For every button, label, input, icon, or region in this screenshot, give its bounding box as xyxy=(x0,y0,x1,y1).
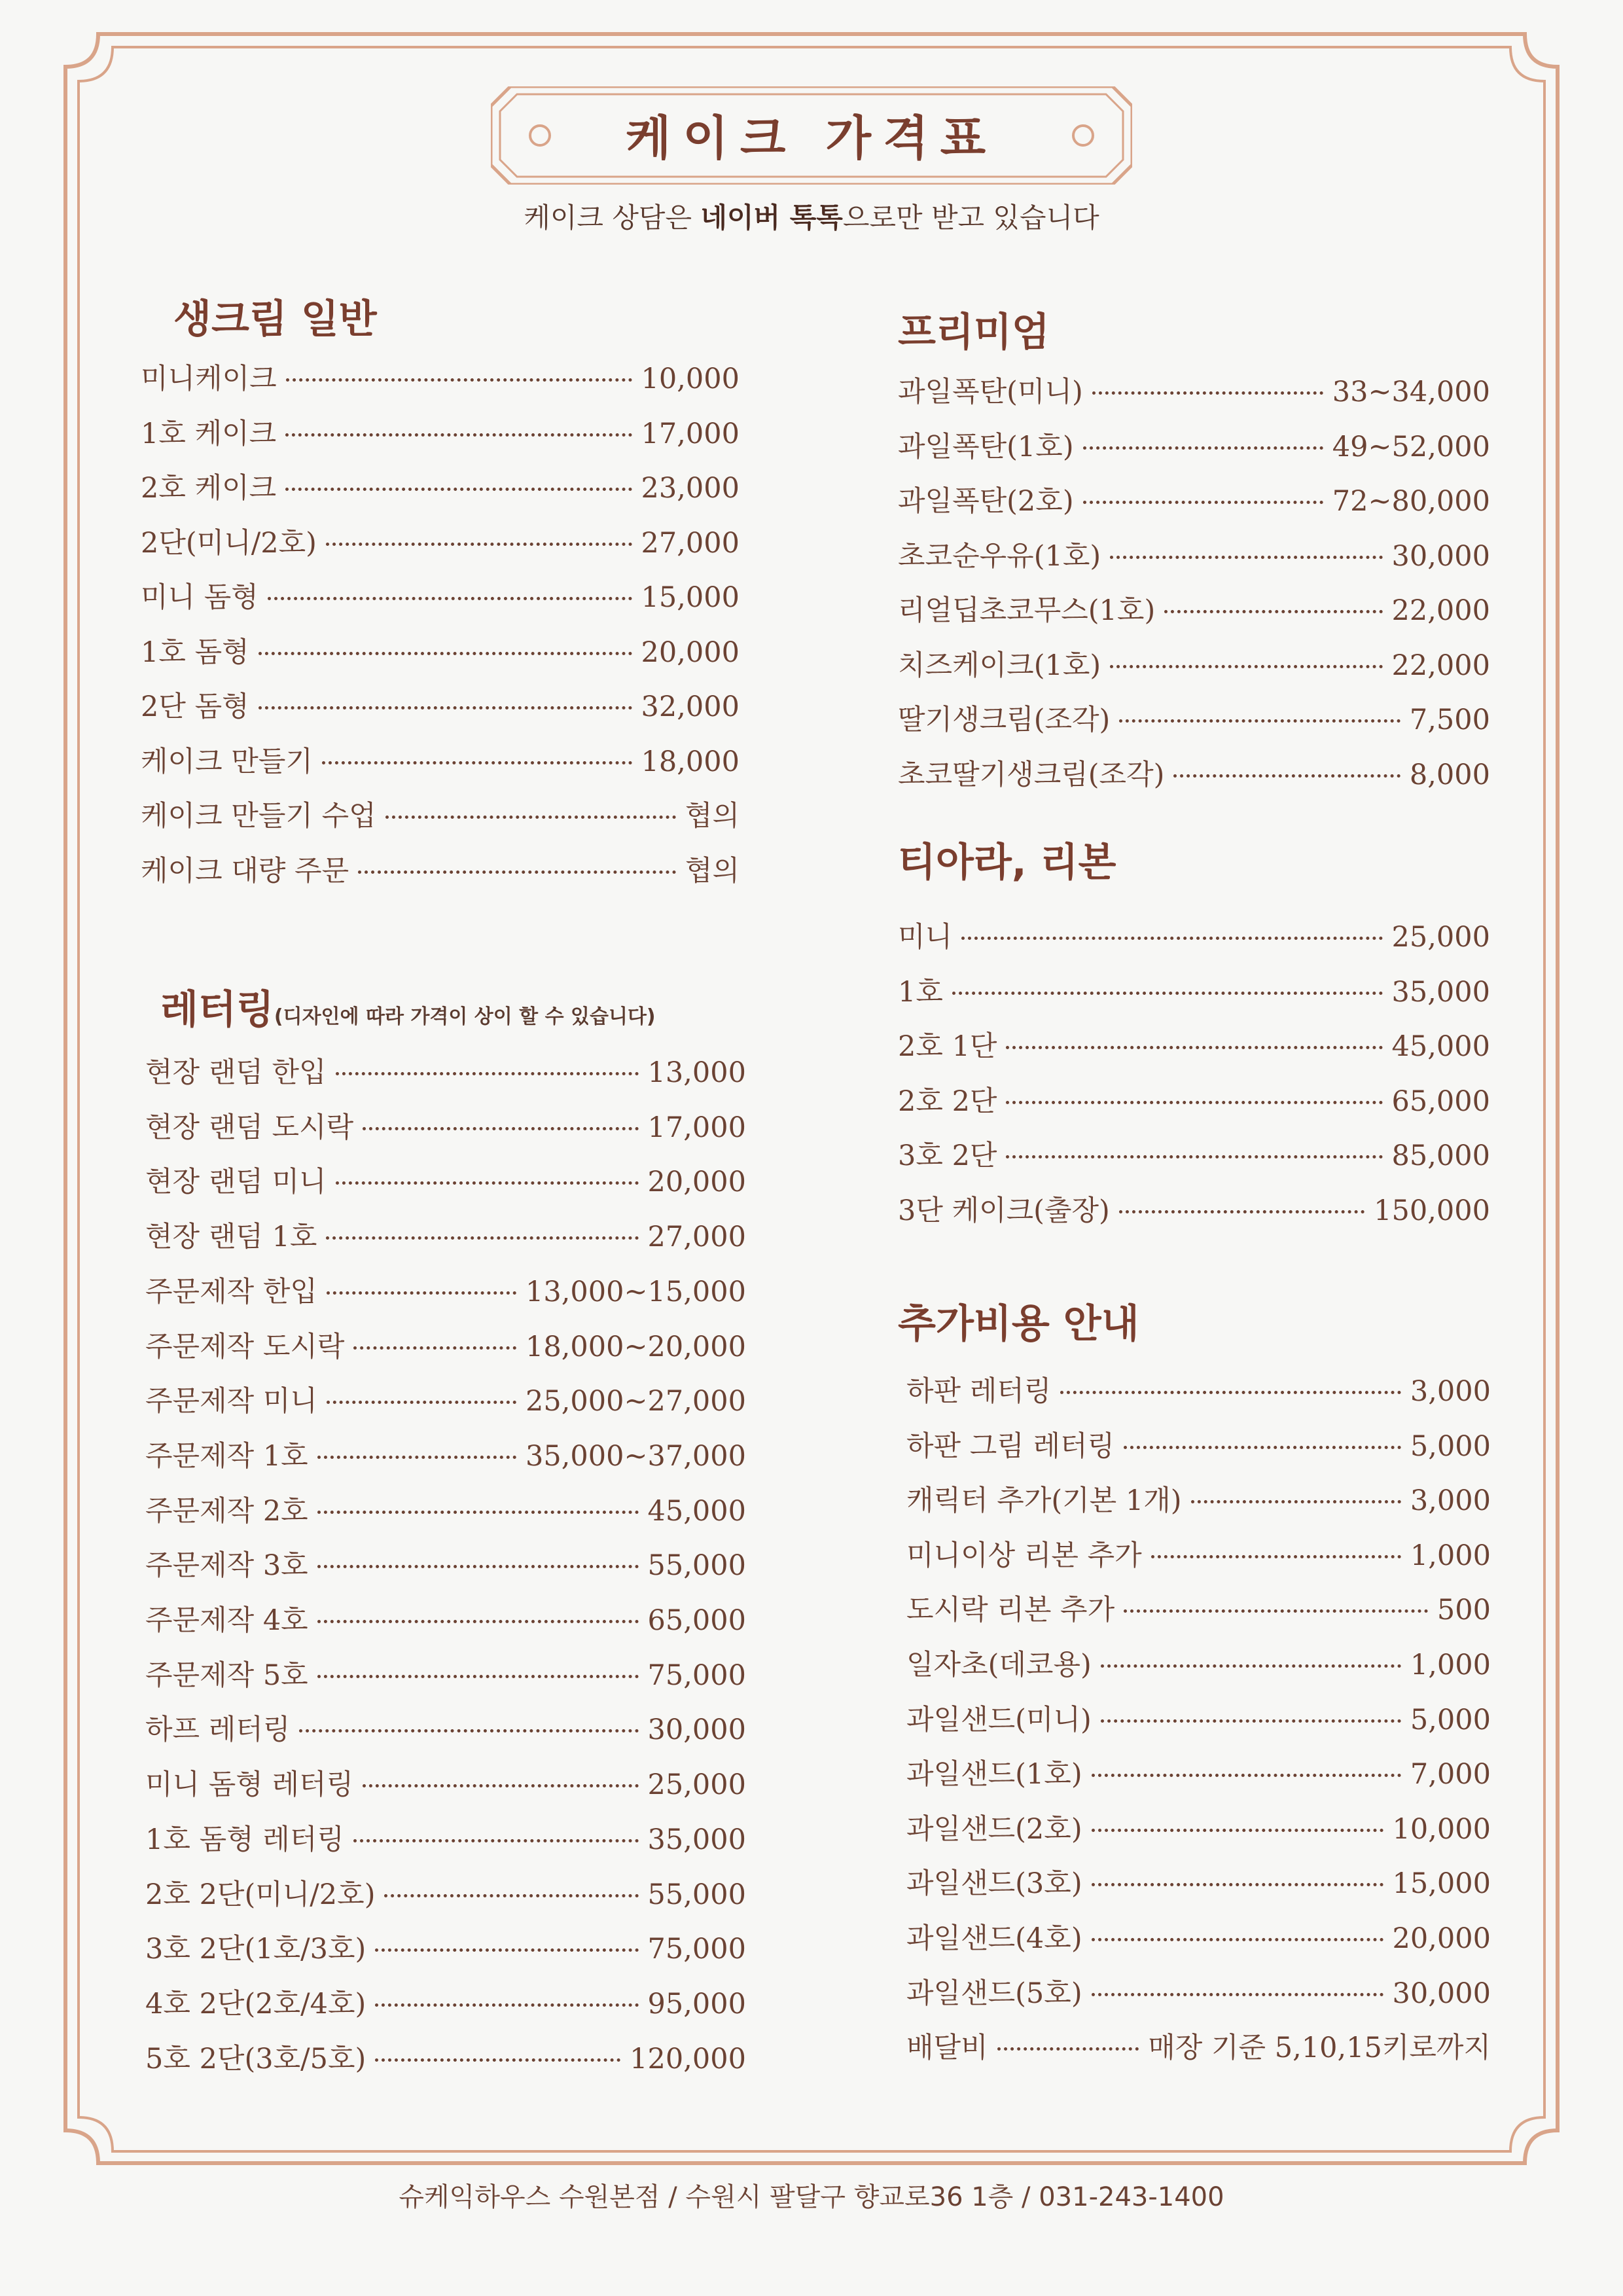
price-row xyxy=(145,1270,746,1310)
item-name: 2호 2단 xyxy=(898,1085,997,1118)
item-price: 500 xyxy=(1436,1594,1491,1627)
leader-dots xyxy=(1006,1155,1382,1158)
leader-dots xyxy=(363,1784,638,1787)
price-row xyxy=(898,425,1490,465)
item-price: 25,000 xyxy=(647,1768,746,1802)
item-price: 10,000 xyxy=(641,363,740,395)
item-price: 30,000 xyxy=(1391,539,1490,573)
price-row xyxy=(898,1189,1490,1229)
section-title-fresh-cream: 생크림 일반 xyxy=(173,296,377,342)
price-row xyxy=(145,2037,746,2077)
price-row xyxy=(145,1160,746,1200)
price-row xyxy=(145,1434,746,1474)
leader-dots xyxy=(322,761,632,764)
item-price: 22,000 xyxy=(1391,594,1490,627)
leader-dots xyxy=(259,652,632,655)
item-price: 25,000 xyxy=(1391,921,1490,954)
item-price: 15,000 xyxy=(641,581,740,614)
leader-dots xyxy=(317,1511,639,1514)
section-title-lettering xyxy=(160,978,656,1035)
item-name: 캐릭터 추가(기본 1개) xyxy=(906,1484,1182,1518)
lettering-title-text: 레터링 xyxy=(160,987,274,1033)
item-price: 13,000 xyxy=(647,1056,746,1089)
item-name: 과일샌드(미니) xyxy=(906,1703,1092,1736)
leader-dots xyxy=(1119,719,1400,723)
item-price: 20,000 xyxy=(647,1166,746,1199)
item-name: 초코순우유(1호) xyxy=(898,539,1101,573)
price-row xyxy=(145,1105,746,1145)
item-price: 매장 기준 5,10,15키로까지 xyxy=(1148,2032,1491,2065)
item-price: 35,000 xyxy=(647,1823,746,1856)
price-row xyxy=(141,740,740,780)
lettering-note: (디자인에 따라 가격이 상이 할 수 있습니다) xyxy=(274,1005,656,1028)
item-name: 4호 2단(2호/4호) xyxy=(145,1987,366,2020)
item-price: 75,000 xyxy=(647,1933,746,1966)
price-row xyxy=(141,521,740,561)
leader-dots xyxy=(1092,1774,1401,1777)
price-row xyxy=(906,1698,1491,1738)
item-name: 3단 케이크(출장) xyxy=(898,1194,1110,1227)
item-price: 22,000 xyxy=(1391,649,1490,682)
price-row xyxy=(898,915,1490,955)
item-name: 하프 레터링 xyxy=(145,1713,291,1747)
item-name: 현장 랜덤 도시락 xyxy=(145,1111,354,1144)
item-price: 65,000 xyxy=(1391,1085,1490,1118)
price-row xyxy=(906,1752,1491,1792)
price-row xyxy=(898,643,1490,683)
leader-dots xyxy=(353,1346,516,1350)
price-row xyxy=(145,1379,746,1419)
item-name: 케이크 만들기 xyxy=(141,745,313,778)
leader-dots xyxy=(285,488,632,491)
item-name: 일자초(데코용) xyxy=(906,1649,1092,1681)
item-price: 18,000~20,000 xyxy=(526,1330,746,1363)
leader-dots xyxy=(326,543,632,546)
price-row xyxy=(898,588,1490,628)
leader-dots xyxy=(1101,1719,1401,1723)
item-name: 1호 케이크 xyxy=(141,417,277,450)
leader-dots xyxy=(317,1456,516,1459)
section-title-extras: 추가비용 안내 xyxy=(898,1301,1139,1347)
item-name: 초코딸기생크림(조각) xyxy=(898,758,1165,791)
item-price: 35,000 xyxy=(1391,975,1490,1009)
price-row xyxy=(141,357,740,397)
item-price: 8,000 xyxy=(1409,758,1490,791)
price-row xyxy=(145,1927,746,1967)
item-price: 3,000 xyxy=(1410,1375,1491,1408)
item-name: 리얼딥초코무스(1호) xyxy=(898,594,1156,627)
price-row xyxy=(145,1982,746,2022)
price-row xyxy=(898,698,1490,738)
item-price: 7,000 xyxy=(1410,1758,1491,1791)
leader-dots xyxy=(1083,446,1323,450)
price-row xyxy=(898,1134,1490,1174)
leader-dots xyxy=(358,870,676,874)
item-price: 협의 xyxy=(685,854,740,888)
item-name: 과일샌드(4호) xyxy=(906,1922,1082,1955)
item-name: 과일폭탄(미니) xyxy=(898,376,1083,408)
consult-notice xyxy=(0,196,1623,236)
price-row xyxy=(145,1873,746,1912)
price-row xyxy=(145,1763,746,1803)
price-row xyxy=(906,1916,1491,1956)
leader-dots xyxy=(1092,1993,1383,1996)
item-price: 1,000 xyxy=(1410,1649,1491,1681)
leader-dots xyxy=(317,1565,639,1568)
item-name: 2호 케이크 xyxy=(141,472,277,505)
price-row xyxy=(898,534,1490,574)
price-row xyxy=(906,1971,1491,2011)
price-row xyxy=(898,479,1490,519)
item-name: 주문제작 한입 xyxy=(145,1275,317,1308)
leader-dots xyxy=(1124,1446,1401,1449)
item-price: 13,000~15,000 xyxy=(526,1275,746,1308)
leader-dots xyxy=(327,1291,516,1295)
price-row xyxy=(141,794,740,834)
item-name: 과일폭탄(1호) xyxy=(898,430,1074,463)
item-price: 20,000 xyxy=(641,636,740,669)
leader-dots xyxy=(1092,1938,1383,1941)
item-price: 72~80,000 xyxy=(1332,485,1490,518)
page-title: 케이크 가격표 xyxy=(625,111,998,166)
leader-dots xyxy=(961,937,1382,940)
price-row xyxy=(906,1534,1491,1573)
price-row xyxy=(898,753,1490,793)
leader-dots xyxy=(997,2047,1139,2051)
price-row xyxy=(906,1807,1491,1847)
item-price: 35,000~37,000 xyxy=(526,1439,746,1473)
price-row xyxy=(906,1643,1491,1683)
item-price: 27,000 xyxy=(641,526,740,560)
leader-dots xyxy=(336,1072,639,1075)
item-name: 과일샌드(5호) xyxy=(906,1977,1082,2010)
leader-dots xyxy=(1092,1829,1383,1832)
price-row xyxy=(145,1543,746,1583)
item-price: 20,000 xyxy=(1392,1922,1491,1955)
leader-dots xyxy=(363,1127,638,1130)
item-price: 27,000 xyxy=(647,1221,746,1254)
leader-dots xyxy=(1060,1391,1401,1394)
item-name: 미니 xyxy=(898,921,953,954)
price-row xyxy=(898,1079,1490,1119)
item-price: 5,000 xyxy=(1410,1703,1491,1736)
item-name: 2호 1단 xyxy=(898,1030,997,1063)
leader-dots xyxy=(1164,610,1382,613)
item-price: 17,000 xyxy=(641,417,740,450)
item-price: 45,000 xyxy=(647,1494,746,1528)
item-name: 하판 레터링 xyxy=(906,1375,1052,1408)
item-name: 3호 2단(1호/3호) xyxy=(145,1933,366,1966)
item-price: 1,000 xyxy=(1410,1539,1491,1572)
item-name: 5호 2단(3호/5호) xyxy=(145,2042,366,2075)
leader-dots xyxy=(1006,1101,1382,1104)
leader-dots xyxy=(1083,501,1323,504)
leader-dots xyxy=(384,1894,638,1897)
price-row xyxy=(906,1861,1491,1901)
item-name: 2단 돔형 xyxy=(141,691,249,723)
leader-dots xyxy=(285,433,632,437)
leader-dots xyxy=(1151,1555,1401,1558)
item-price: 33~34,000 xyxy=(1332,376,1490,408)
price-row xyxy=(141,849,740,889)
price-row xyxy=(145,1215,746,1255)
item-price: 5,000 xyxy=(1410,1429,1491,1463)
section-title-premium: 프리미엄 xyxy=(898,310,1050,355)
price-row xyxy=(141,685,740,725)
price-row xyxy=(141,575,740,615)
item-name: 주문제작 도시락 xyxy=(145,1330,345,1363)
item-price: 협의 xyxy=(685,800,740,833)
price-row xyxy=(141,412,740,452)
leader-dots xyxy=(375,2058,620,2062)
price-row xyxy=(898,370,1490,410)
item-name: 과일폭탄(2호) xyxy=(898,485,1074,518)
item-price: 49~52,000 xyxy=(1332,430,1490,463)
price-row xyxy=(145,1598,746,1638)
item-price: 150,000 xyxy=(1374,1194,1490,1227)
item-name: 미니 돔형 xyxy=(141,581,259,614)
price-row xyxy=(906,1588,1491,1628)
leader-dots xyxy=(317,1675,639,1678)
item-name: 미니케이크 xyxy=(141,363,277,395)
leader-dots xyxy=(317,1620,639,1623)
section-title-tiara: 티아라, 리본 xyxy=(898,840,1116,886)
item-price: 30,000 xyxy=(1392,1977,1491,2010)
price-row xyxy=(145,1818,746,1857)
leader-dots xyxy=(1191,1500,1401,1503)
leader-dots xyxy=(1110,665,1382,668)
price-row xyxy=(906,2026,1491,2066)
leader-dots xyxy=(385,816,676,819)
item-name: 주문제작 5호 xyxy=(145,1659,308,1692)
item-name: 현장 랜덤 한입 xyxy=(145,1056,327,1089)
item-name: 2단(미니/2호) xyxy=(141,526,317,560)
item-price: 65,000 xyxy=(647,1604,746,1637)
notice-text-bold: 네이버 톡톡 xyxy=(700,202,843,234)
item-price: 95,000 xyxy=(647,1987,746,2020)
notice-text-post: 으로만 받고 있습니다 xyxy=(842,202,1099,234)
item-name: 주문제작 2호 xyxy=(145,1494,308,1528)
item-name: 주문제작 미니 xyxy=(145,1385,317,1418)
leader-dots xyxy=(326,1236,638,1240)
item-price: 55,000 xyxy=(647,1878,746,1911)
leader-dots xyxy=(336,1181,639,1185)
leader-dots xyxy=(1006,1046,1382,1049)
item-name: 주문제작 1호 xyxy=(145,1439,308,1473)
item-name: 딸기생크림(조각) xyxy=(898,704,1111,736)
leader-dots xyxy=(1092,391,1323,395)
price-row xyxy=(145,1653,746,1693)
item-name: 1호 xyxy=(898,975,943,1009)
item-name: 주문제작 3호 xyxy=(145,1549,308,1583)
price-row xyxy=(906,1369,1491,1409)
item-price: 55,000 xyxy=(647,1549,746,1583)
price-row xyxy=(898,1024,1490,1064)
leader-dots xyxy=(268,597,632,600)
leader-dots xyxy=(375,2003,638,2007)
item-price: 10,000 xyxy=(1392,1812,1491,1846)
price-row xyxy=(145,1050,746,1090)
item-name: 치즈케이크(1호) xyxy=(898,649,1101,682)
leader-dots xyxy=(952,992,1383,995)
item-price: 32,000 xyxy=(641,691,740,723)
leader-dots xyxy=(1119,1210,1364,1213)
item-name: 배달비 xyxy=(906,2032,988,2065)
item-name: 미니이상 리본 추가 xyxy=(906,1539,1142,1572)
item-name: 과일샌드(3호) xyxy=(906,1867,1082,1901)
item-price: 75,000 xyxy=(647,1659,746,1692)
price-row xyxy=(141,630,740,670)
leader-dots xyxy=(299,1729,638,1732)
leader-dots xyxy=(1110,556,1382,559)
item-name: 과일샌드(2호) xyxy=(906,1812,1082,1846)
item-name: 현장 랜덤 1호 xyxy=(145,1221,317,1254)
item-price: 15,000 xyxy=(1392,1867,1491,1901)
leader-dots xyxy=(375,1948,638,1952)
price-row xyxy=(141,466,740,506)
leader-dots xyxy=(1101,1664,1401,1668)
price-row xyxy=(906,1424,1491,1464)
item-price: 45,000 xyxy=(1391,1030,1490,1063)
footer-address: 슈케익하우스 수원본점 / 수원시 팔달구 향교로36 1층 / 031-243-1400 xyxy=(399,2182,1224,2212)
notice-text-pre: 케이크 상담은 xyxy=(524,202,701,234)
price-row xyxy=(898,970,1490,1010)
leader-dots xyxy=(286,378,632,382)
item-price: 18,000 xyxy=(641,745,740,778)
item-name: 주문제작 4호 xyxy=(145,1604,308,1637)
item-name: 케이크 만들기 수업 xyxy=(141,800,376,833)
item-name: 2호 2단(미니/2호) xyxy=(145,1878,376,1911)
item-price: 30,000 xyxy=(647,1713,746,1747)
leader-dots xyxy=(1173,774,1400,778)
leader-dots xyxy=(259,706,632,709)
item-price: 25,000~27,000 xyxy=(526,1385,746,1418)
item-price: 17,000 xyxy=(647,1111,746,1144)
leader-dots xyxy=(327,1401,516,1404)
item-name: 1호 돔형 레터링 xyxy=(145,1823,344,1856)
price-row xyxy=(145,1708,746,1748)
item-name: 현장 랜덤 미니 xyxy=(145,1166,327,1199)
item-name: 미니 돔형 레터링 xyxy=(145,1768,354,1802)
item-name: 케이크 대량 주문 xyxy=(141,854,349,888)
item-name: 1호 돔형 xyxy=(141,636,249,669)
item-price: 7,500 xyxy=(1409,704,1490,736)
item-name: 도시락 리본 추가 xyxy=(906,1594,1115,1627)
price-row xyxy=(145,1325,746,1365)
leader-dots xyxy=(1092,1883,1383,1886)
item-name: 하판 그림 레터링 xyxy=(906,1429,1115,1463)
item-name: 과일샌드(1호) xyxy=(906,1758,1082,1791)
leader-dots xyxy=(353,1839,639,1842)
item-price: 85,000 xyxy=(1391,1139,1490,1172)
item-name: 3호 2단 xyxy=(898,1139,997,1172)
item-price: 23,000 xyxy=(641,472,740,505)
leader-dots xyxy=(1124,1609,1428,1613)
price-row xyxy=(145,1489,746,1529)
price-row xyxy=(906,1479,1491,1518)
item-price: 3,000 xyxy=(1410,1484,1491,1518)
item-price: 120,000 xyxy=(630,2042,746,2075)
